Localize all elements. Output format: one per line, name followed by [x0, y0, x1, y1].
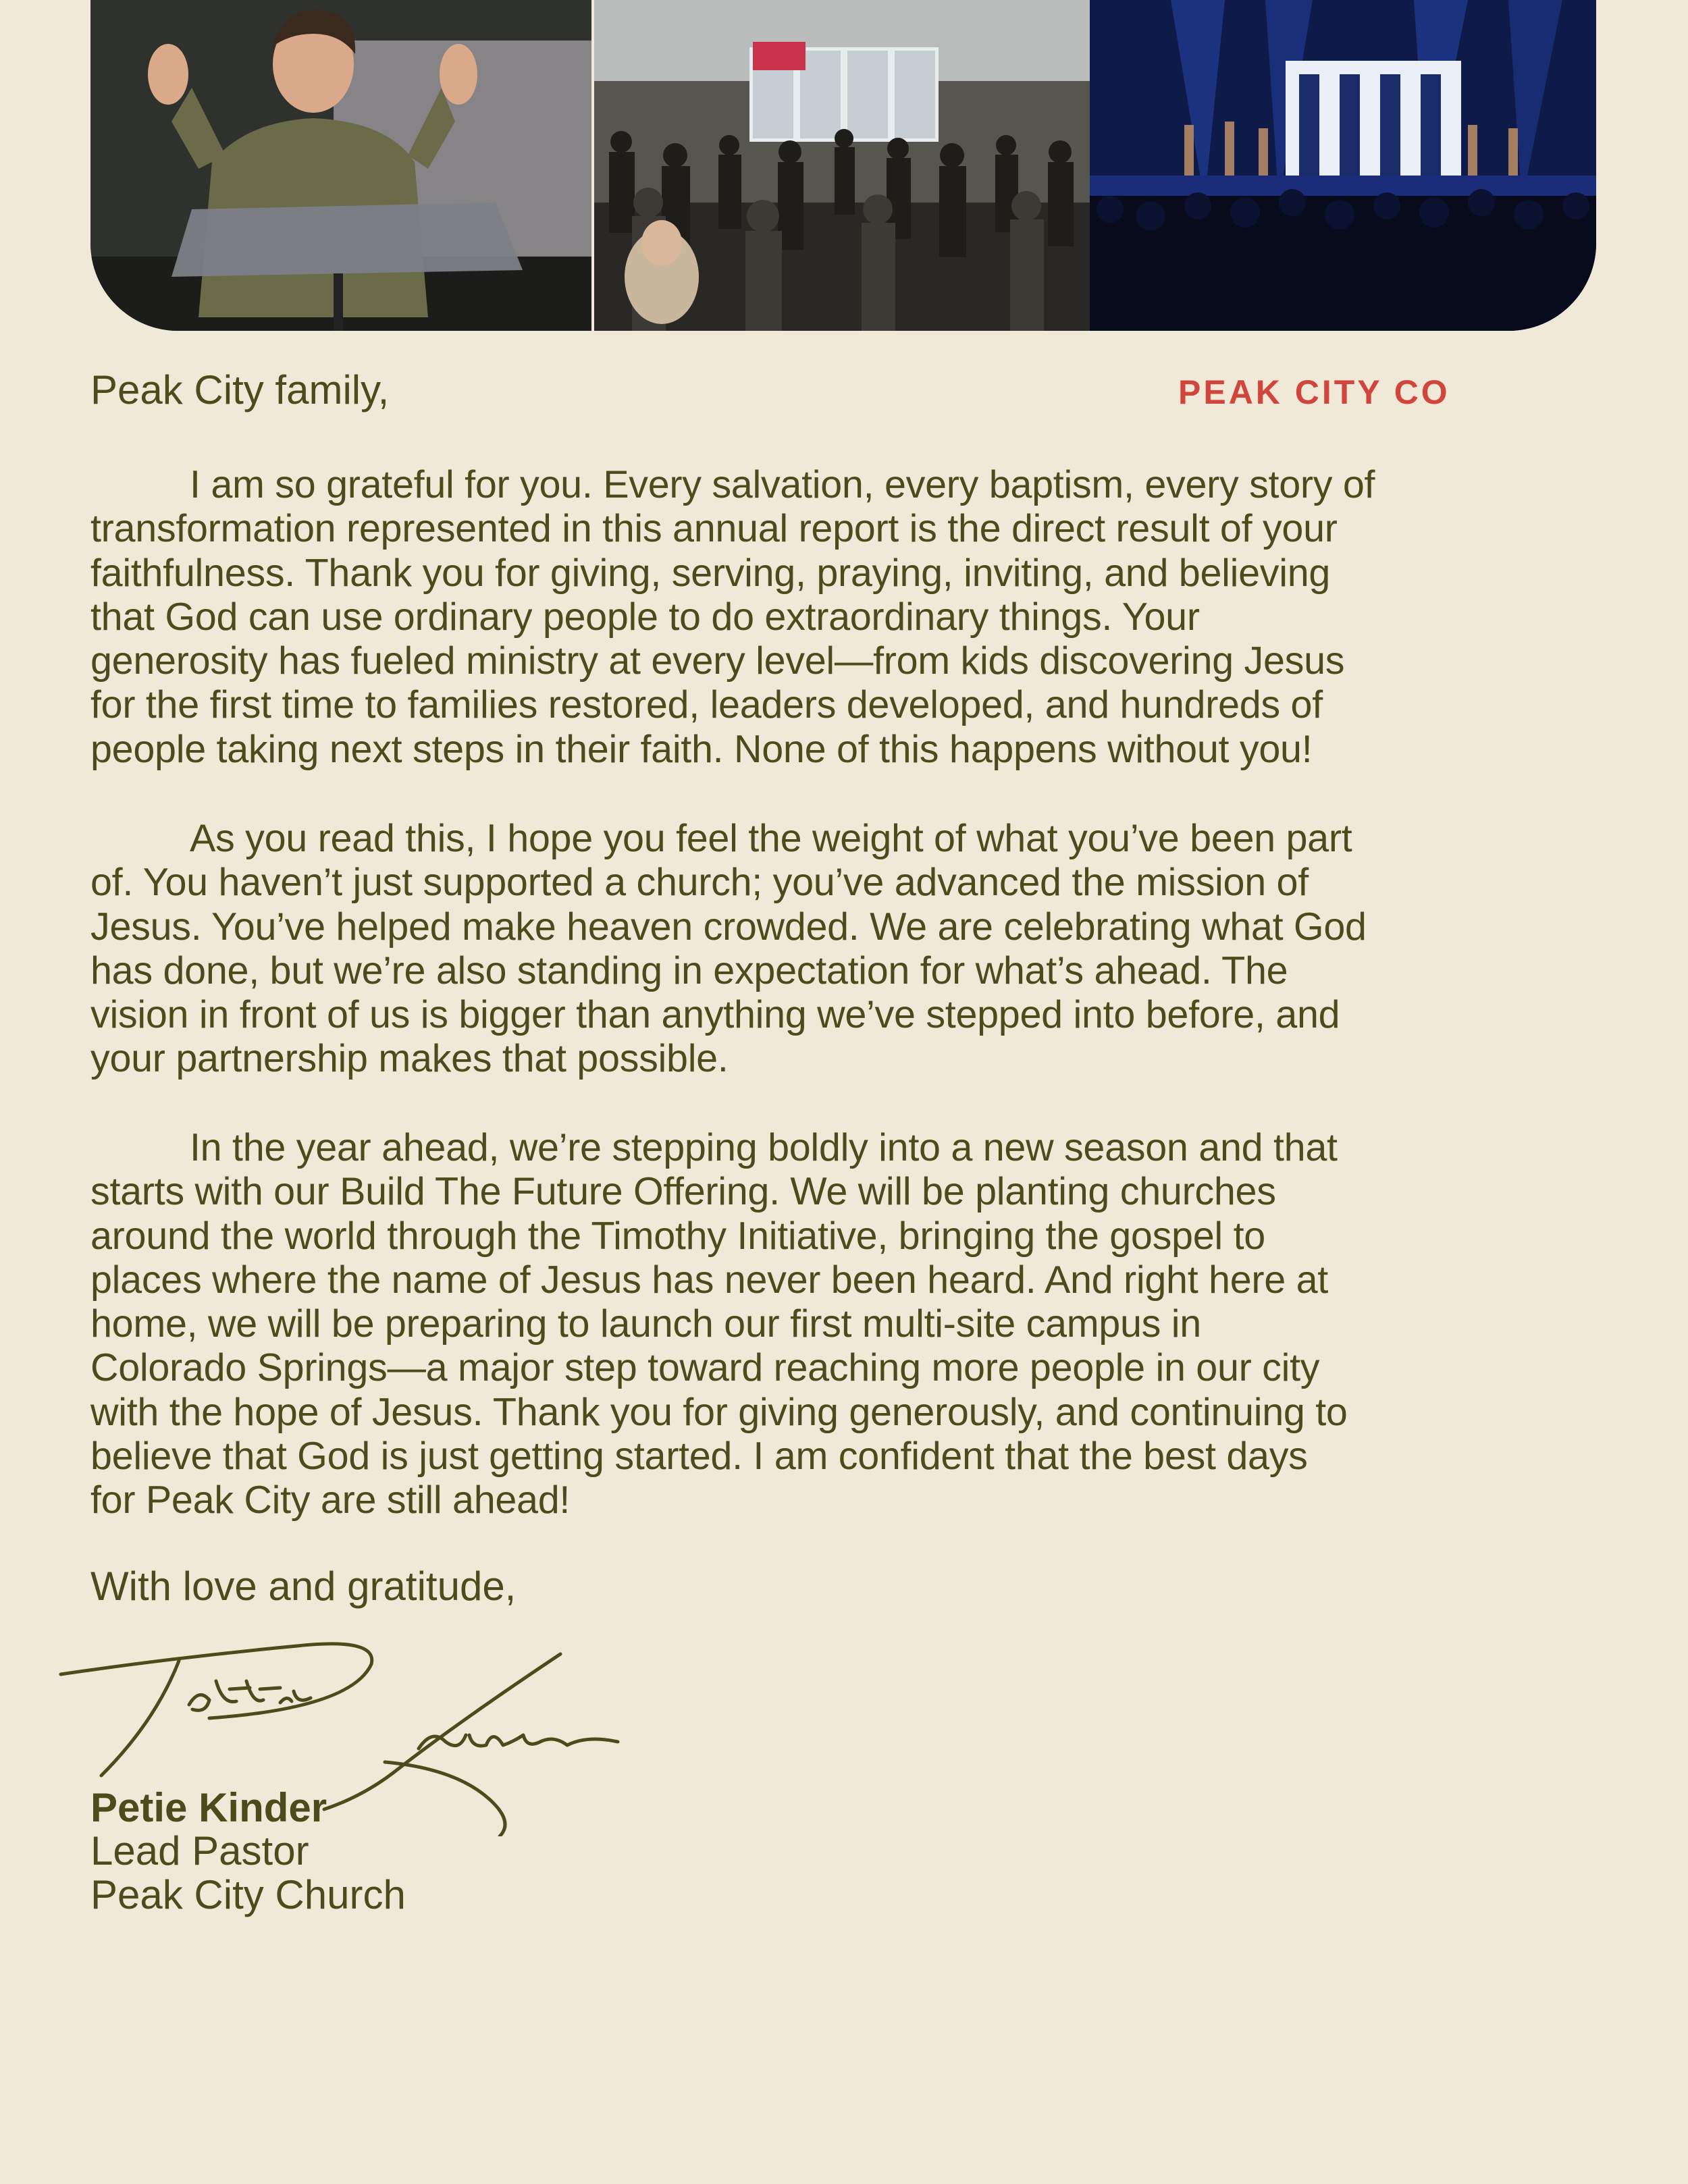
paragraph-line: places where the name of Jesus has never been heard. And right here at: [90, 1258, 1328, 1302]
stage-illustration: [1090, 0, 1596, 331]
paragraph-line: I am so grateful for you. Every salvation, every baptism, every story of: [190, 463, 1375, 506]
photo-lobby-crowd: [594, 0, 1090, 331]
paragraph-line: for Peak City are still ahead!: [90, 1479, 571, 1522]
paragraph-line: believe that God is just getting started. I am confident that the best days: [90, 1435, 1308, 1479]
paragraph-line: starts with our Build The Future Offering. We will be planting churches: [90, 1170, 1276, 1214]
paragraph-line: for the first time to families restored, leaders developed, and hundreds of: [90, 683, 1323, 727]
paragraph-line: transformation represented in this annual report is the direct result of your: [90, 507, 1338, 551]
paragraph-line: has done, but we’re also standing in expectation for what’s ahead. The: [90, 949, 1288, 992]
paragraph-line: of. You haven’t just supported a church; you’ve advanced the mission of: [90, 861, 1309, 905]
brand-wordmark: PEAK CITY CO: [1178, 373, 1450, 411]
letter-paragraph-2: [90, 817, 1606, 1082]
signature-organization: Peak City Church: [90, 1872, 406, 1917]
lobby-illustration: [594, 0, 1090, 331]
letter-paragraph-1: [90, 463, 1606, 772]
photo-banner: [90, 0, 1596, 331]
paragraph-line: people taking next steps in their faith. None of this happens without you!: [90, 727, 1313, 771]
paragraph-line: home, we will be preparing to launch our first multi-site campus in: [90, 1302, 1201, 1346]
signature-name: Petie Kinder: [90, 1785, 327, 1830]
paragraph-line: vision in front of us is bigger than anything we’ve stepped into before, and: [90, 993, 1340, 1037]
paragraph-line: generosity has fueled ministry at every level—from kids discovering Jesus: [90, 639, 1345, 683]
paragraph-line: In the year ahead, we’re stepping boldly into a new season and that: [190, 1126, 1338, 1169]
paragraph-line: Jesus. You’ve helped make heaven crowded. We are celebrating what God: [90, 905, 1367, 949]
photo-pastor-speaking: [90, 0, 591, 331]
paragraph-line: with the hope of Jesus. Thank you for giving generously, and continuing to: [90, 1390, 1348, 1434]
paragraph-line: around the world through the Timothy Initiative, bringing the gospel to: [90, 1214, 1265, 1258]
signature-role: Lead Pastor: [90, 1828, 309, 1873]
paragraph-line: As you read this, I hope you feel the weight of what you’ve been part: [190, 817, 1352, 860]
letter-greeting: Peak City family,: [90, 367, 390, 412]
paragraph-line: faithfulness. Thank you for giving, serving, praying, inviting, and believing: [90, 551, 1331, 595]
paragraph-line: your partnership makes that possible.: [90, 1037, 729, 1081]
paragraph-line: that God can use ordinary people to do extraordinary things. Your: [90, 595, 1200, 639]
photo-worship-stage: [1090, 0, 1596, 331]
letter-closing: With love and gratitude,: [90, 1564, 517, 1609]
paragraph-line: Colorado Springs—a major step toward reaching more people in our city: [90, 1346, 1320, 1390]
pastor-illustration: [90, 0, 591, 331]
letter-paragraph-3: [90, 1126, 1606, 1523]
